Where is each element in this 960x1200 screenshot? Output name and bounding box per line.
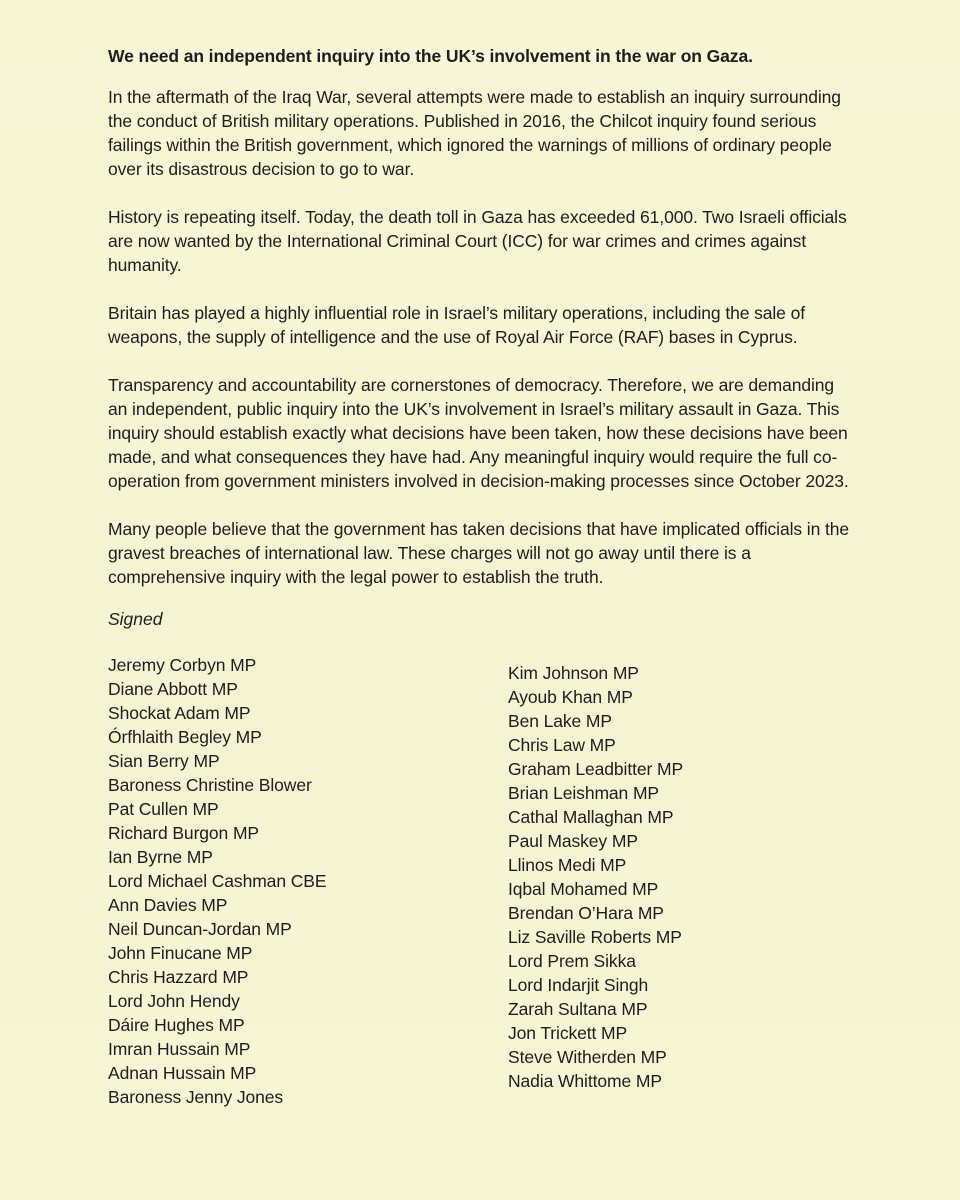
- signatory-name: Imran Hussain MP: [108, 1039, 251, 1059]
- signatory-name: Baroness Jenny Jones: [108, 1087, 284, 1107]
- signatory-name: Kim Johnson MP: [508, 663, 639, 683]
- signatory-name: Shockat Adam MP: [108, 703, 251, 723]
- signatory-name: Jeremy Corbyn MP: [108, 655, 257, 675]
- signatory-name: Ayoub Khan MP: [508, 687, 633, 707]
- signatory-name: John Finucane MP: [108, 943, 253, 963]
- signatory-name: Brendan O’Hara MP: [508, 903, 664, 923]
- signed-label: Signed: [108, 609, 163, 629]
- signatory-name: Diane Abbott MP: [108, 679, 238, 699]
- signatory-name: Steve Witherden MP: [508, 1047, 667, 1067]
- signatory-name: Ann Davies MP: [108, 895, 228, 915]
- signatory-name: Ben Lake MP: [508, 711, 612, 731]
- signatory-name: Richard Burgon MP: [108, 823, 260, 843]
- letter-title: We need an independent inquiry into the UK’s involvement in the war on Gaza.: [108, 46, 753, 66]
- paragraph-transparency: Transparency and accountability are cornerstones of democracy. Therefore, we are demanding an independent, public inquiry into the UK’s involvement in Israel’s military assault in Gaza. This inquiry should establish exactly what decisions have been taken, how these decisions have been made, and what consequences they have had. Any meaningful inquiry would require the full co-operation from government ministers involved in decision-making processes since October 2023.: [108, 375, 849, 491]
- signatory-name: Nadia Whittome MP: [508, 1071, 662, 1091]
- signatory-name: Neil Duncan-Jordan MP: [108, 919, 292, 939]
- signatory-name: Baroness Christine Blower: [108, 775, 312, 795]
- paragraph-charges: Many people believe that the government has taken decisions that have implicated officials in the gravest breaches of international law. These charges will not go away until there is a comprehensive inquiry with the legal power to establish the truth.: [108, 519, 849, 587]
- signatory-name: Cathal Mallaghan MP: [508, 807, 674, 827]
- paragraph-iraq-war: In the aftermath of the Iraq War, several attempts were made to establish an inquiry surrounding the conduct of British military operations. Published in 2016, the Chilcot inquiry found serious failings within the British government, which ignored the warnings of millions of ordinary people over its disastrous decision to go to war.: [108, 87, 841, 179]
- signatory-name: Ian Byrne MP: [108, 847, 213, 867]
- paragraph-history-repeating: History is repeating itself. Today, the death toll in Gaza has exceeded 61,000. Two Israeli officials are now wanted by the International Criminal Court (ICC) for war crimes and crimes against humanity.: [108, 207, 847, 275]
- signatory-name: Dáire Hughes MP: [108, 1015, 245, 1035]
- signatories-column-1: [108, 653, 326, 1109]
- signatory-name: Chris Hazzard MP: [108, 967, 249, 987]
- signatory-name: Órfhlaith Begley MP: [108, 727, 262, 747]
- signatory-name: Iqbal Mohamed MP: [508, 879, 659, 899]
- signatory-name: Paul Maskey MP: [508, 831, 638, 851]
- paragraph-britain-role: Britain has played a highly influential role in Israel’s military operations, including the sale of weapons, the supply of intelligence and the use of Royal Air Force (RAF) bases in Cyprus.: [108, 303, 805, 347]
- letter-body: [108, 44, 850, 1113]
- signatory-name: Graham Leadbitter MP: [508, 759, 684, 779]
- signatory-name: Chris Law MP: [508, 735, 616, 755]
- signatory-name: Zarah Sultana MP: [508, 999, 648, 1019]
- signatory-name: Sian Berry MP: [108, 751, 220, 771]
- signatory-name: Brian Leishman MP: [508, 783, 660, 803]
- signatories-list: [108, 653, 850, 1113]
- signatory-name: Pat Cullen MP: [108, 799, 219, 819]
- signatory-name: Jon Trickett MP: [508, 1023, 628, 1043]
- signatory-name: Lord Indarjit Singh: [508, 975, 649, 995]
- signatory-name: Lord John Hendy: [108, 991, 240, 1011]
- signatory-name: Llinos Medi MP: [508, 855, 627, 875]
- signatory-name: Lord Michael Cashman CBE: [108, 871, 327, 891]
- signatory-name: Liz Saville Roberts MP: [508, 927, 682, 947]
- signatories-column-2: [508, 661, 683, 1093]
- signatory-name: Lord Prem Sikka: [508, 951, 636, 971]
- signatory-name: Adnan Hussain MP: [108, 1063, 257, 1083]
